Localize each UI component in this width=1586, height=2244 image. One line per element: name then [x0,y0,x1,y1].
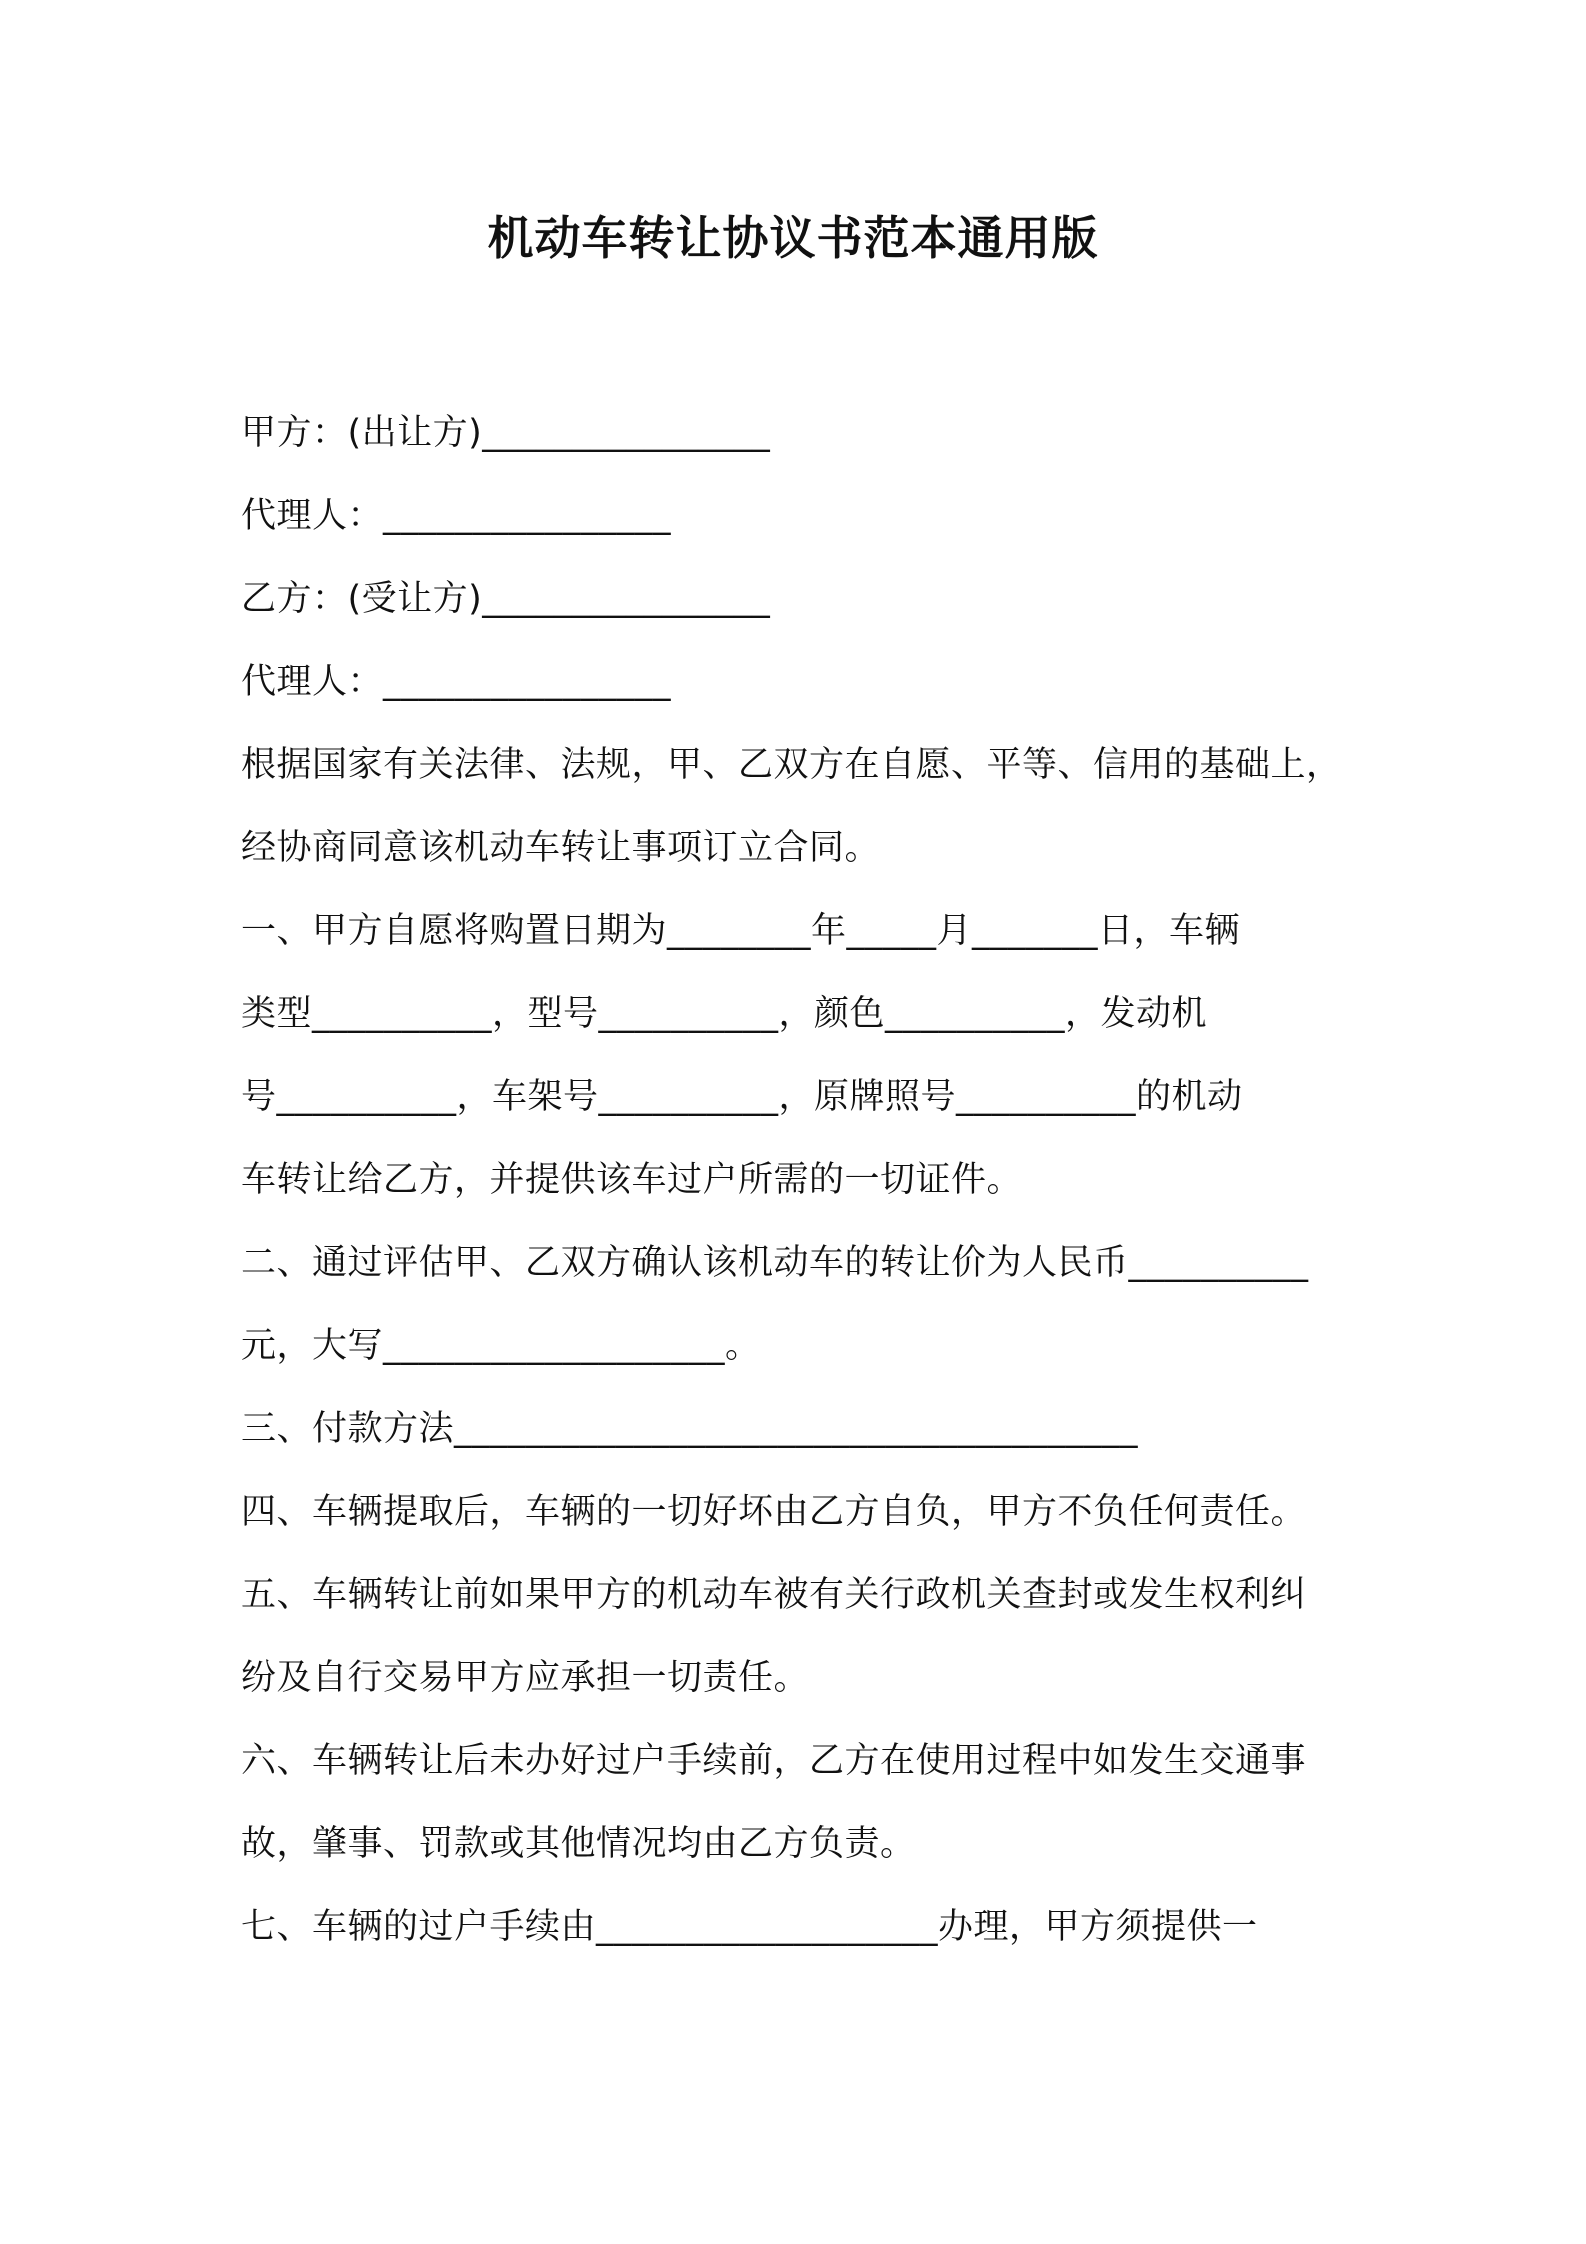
clause-6-line-1: 六、车辆转让后未办好过户手续前，乙方在使用过程中如发生交通事 [241,1741,1307,1781]
clause-7-line-1: 七、车辆的过户手续由___________________办理，甲方须提供一 [241,1907,1258,1947]
clause-1-line-3: 号__________，车架号__________，原牌照号__________的机动 [241,1077,1243,1117]
clause-5-line-1: 五、车辆转让前如果甲方的机动车被有关行政机关查封或发生权利纠 [241,1575,1307,1615]
preamble-line-1: 根据国家有关法律、法规，甲、乙双方在自愿、平等、信用的基础上， [241,745,1342,785]
party-b-line: 乙方：(受让方)________________ [241,579,771,619]
party-a-line: 甲方：(出让方)________________ [241,413,771,453]
clause-5-line-2: 纷及自行交易甲方应承担一切责任。 [241,1658,810,1698]
clause-2-line-1: 二、通过评估甲、乙双方确认该机动车的转让价为人民币__________ [241,1243,1309,1283]
document-title: 机动车转让协议书范本通用版 [487,211,1099,265]
preamble-line-2: 经协商同意该机动车转让事项订立合同。 [241,828,881,868]
clause-1-line-2: 类型__________，型号__________，颜色__________，发动机 [241,994,1208,1034]
clause-2-line-2: 元，大写___________________。 [241,1326,761,1366]
clause-1-line-4: 车转让给乙方，并提供该车过户所需的一切证件。 [241,1160,1023,1200]
clause-3-line: 三、付款方法______________________________________ [241,1409,1139,1449]
clause-1-line-1: 一、甲方自愿将购置日期为________年_____月_______日，车辆 [241,911,1241,951]
clause-6-line-2: 故，肇事、罚款或其他情况均由乙方负责。 [241,1824,916,1864]
party-b-agent-line: 代理人：________________ [241,662,672,702]
clause-4-line: 四、车辆提取后，车辆的一切好坏由乙方自负，甲方不负任何责任。 [241,1492,1307,1532]
party-a-agent-line: 代理人：________________ [241,496,672,536]
